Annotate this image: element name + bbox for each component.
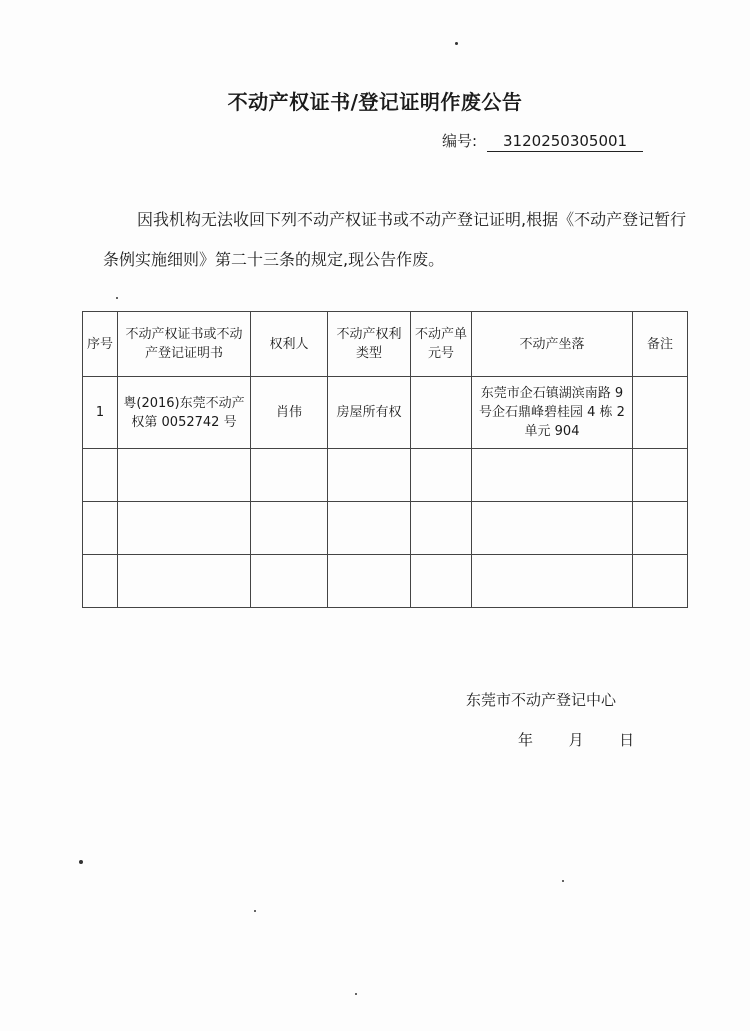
empty-table-row — [83, 502, 688, 555]
void-certificate-table — [82, 311, 688, 608]
header-index: 序号 — [83, 312, 118, 377]
table-row — [83, 377, 688, 449]
header-remarks: 备注 — [633, 312, 688, 377]
header-unit-number: 不动产单元号 — [411, 312, 472, 377]
date-day: 日 — [619, 731, 635, 749]
cell-certificate: 粤(2016)东莞不动产权第 0052742 号 — [118, 377, 251, 449]
document-number-label: 编号: — [442, 132, 478, 150]
scan-speck — [116, 297, 118, 299]
cell-right-type: 房屋所有权 — [328, 377, 411, 449]
header-certificate: 不动产权证书或不动产登记证明书 — [118, 312, 251, 377]
cell-right-holder: 肖伟 — [251, 377, 328, 449]
header-right-holder: 权利人 — [251, 312, 328, 377]
document-number-value: 3120250305001 — [487, 132, 643, 152]
scan-speck — [254, 910, 256, 912]
date-month: 月 — [568, 731, 584, 749]
scan-speck — [355, 993, 357, 995]
cell-unit-number — [411, 377, 472, 449]
notice-body: 因我机构无法收回下列不动产权证书或不动产登记证明,根据《不动产登记暂行条例实施细则》第二十三条的规定,现公告作废。 — [103, 210, 687, 269]
document-number — [442, 130, 643, 152]
empty-table-row — [83, 555, 688, 608]
page-title: 不动产权证书/登记证明作废公告 — [227, 90, 523, 114]
cell-location: 东莞市企石镇湖滨南路 9 号企石鼎峰碧桂园 4 栋 2 单元 904 — [472, 377, 633, 449]
scan-speck — [455, 42, 458, 45]
cell-index: 1 — [83, 377, 118, 449]
header-right-type: 不动产权利类型 — [328, 312, 411, 377]
date-year: 年 — [518, 731, 534, 749]
signature-date — [518, 729, 634, 750]
table-header-row — [83, 312, 688, 377]
header-location: 不动产坐落 — [472, 312, 633, 377]
scan-speck — [79, 860, 83, 864]
issuing-organization: 东莞市不动产登记中心 — [466, 691, 617, 709]
empty-table-row — [83, 449, 688, 502]
scan-speck — [562, 880, 564, 882]
cell-remarks — [633, 377, 688, 449]
